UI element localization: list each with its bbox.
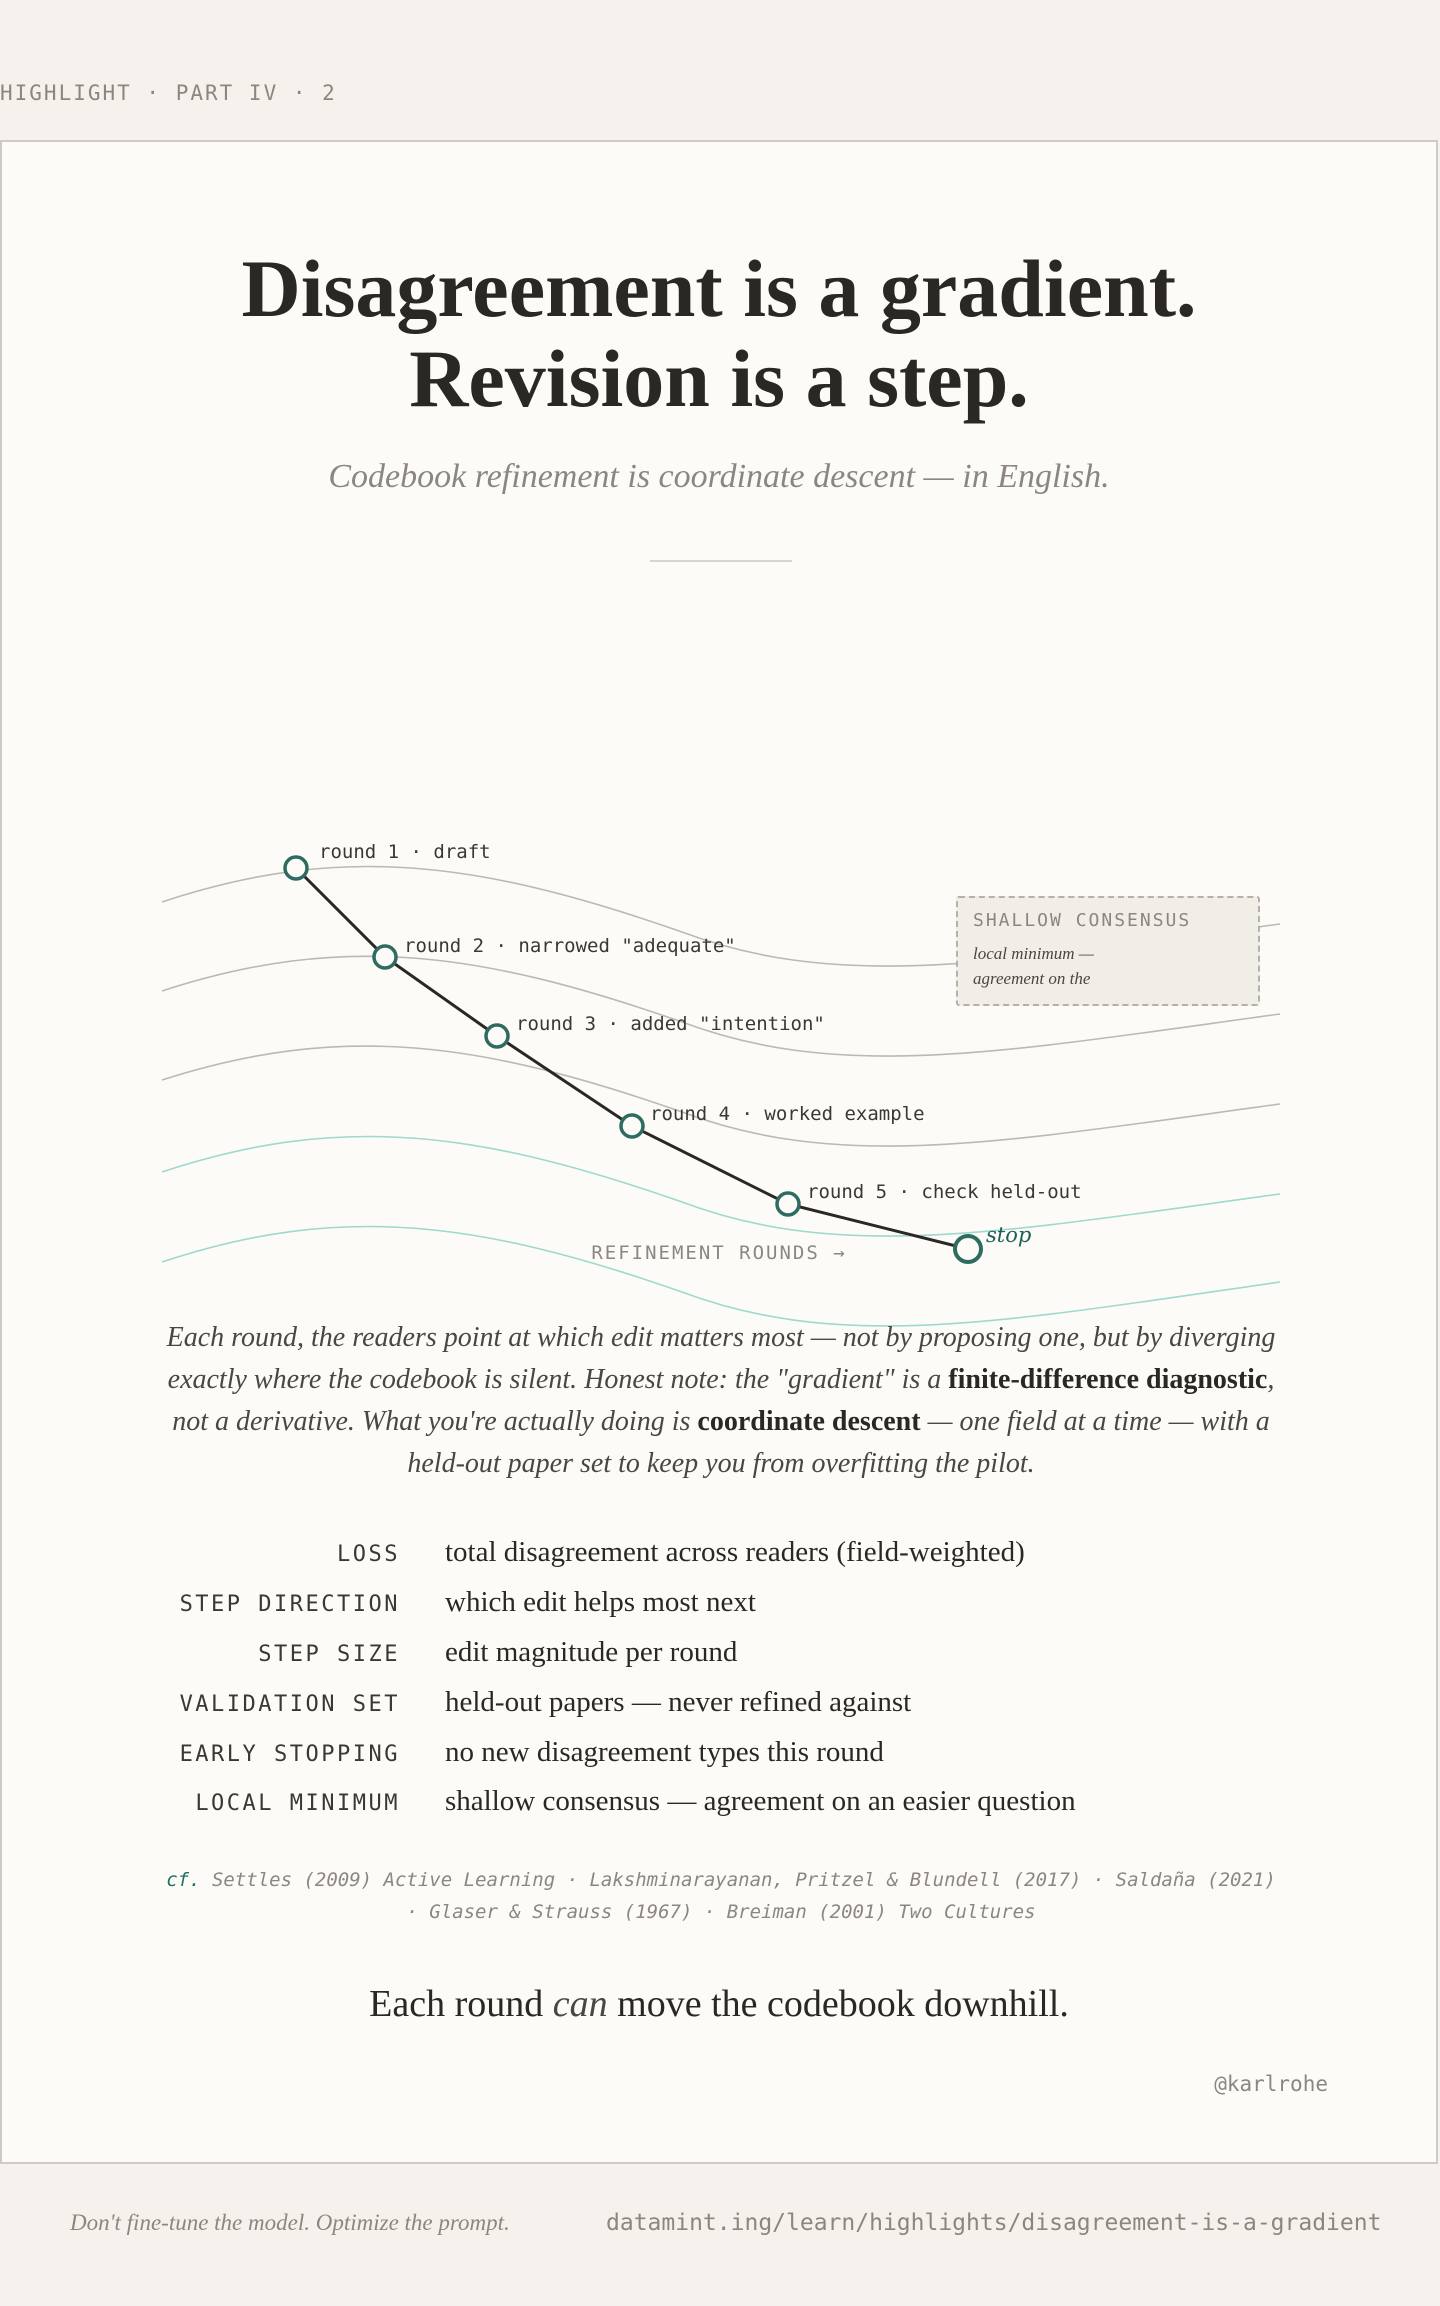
references-line-2: · Glaser & Strauss (1967) · Breiman (2001) Two Cultures	[406, 1901, 1036, 1923]
subtitle: Codebook refinement is coordinate descent — in English.	[328, 458, 1110, 495]
glossary-row	[2, 1732, 1440, 1772]
title-line-1: Disagreement is a gradient.	[241, 243, 1197, 334]
x-axis-label: REFINEMENT ROUNDS →	[591, 1242, 847, 1264]
para-part-3: — one field at a time — with a held-out paper set to keep you from overfitting the pilot.	[407, 1406, 1270, 1479]
cf-marker: cf.	[166, 1869, 201, 1891]
page-title	[2, 244, 1436, 424]
round-node-1	[285, 857, 307, 879]
para-part-1: Each round, the readers point at which edit matters most — not by proposing one, but by diverging exactly where the codebook is silent. Honest note: the "gradient" is a	[166, 1322, 1276, 1395]
stop-label: stop	[986, 1223, 1032, 1247]
references	[102, 1864, 1340, 1928]
round-label-4: round 4 · worked example	[650, 1103, 925, 1125]
glossary-row	[2, 1532, 1440, 1572]
round-node-4	[621, 1115, 643, 1137]
shallow-consensus-callout	[956, 896, 1260, 1006]
closing-statement	[2, 1982, 1436, 2026]
para-bold-1: finite-difference diagnostic	[948, 1364, 1268, 1395]
footer-url-link[interactable]: datamint.ing/learn/highlights/disagreement-is-a-gradient	[606, 2210, 1382, 2236]
para-part-2: , not a derivative. What you're actually doing is	[172, 1364, 1275, 1437]
closing-part-1: Each round	[369, 1983, 553, 2025]
para-bold-2: coordinate descent	[697, 1406, 921, 1437]
round-label-5: round 5 · check held-out	[807, 1181, 1082, 1203]
round-label-2: round 2 · narrowed "adequate"	[404, 935, 736, 957]
author-handle: @karlrohe	[1214, 2072, 1328, 2096]
glossary-row	[2, 1781, 1440, 1821]
glossary-row	[2, 1582, 1440, 1622]
glossary-definition: which edit helps most next	[445, 1586, 756, 1618]
glossary-definition: held-out papers — never refined against	[445, 1686, 912, 1718]
round-node-2	[374, 946, 396, 968]
callout-title: SHALLOW CONSENSUS	[973, 910, 1192, 931]
glossary-row	[2, 1632, 1440, 1672]
closing-emphasis: can	[552, 1983, 608, 2025]
title-line-2: Revision is a step.	[409, 333, 1029, 424]
callout-line-2: agreement on the	[973, 969, 1091, 988]
round-node-3	[486, 1025, 508, 1047]
glossary-term: STEP DIRECTION	[179, 1592, 400, 1617]
glossary-definition: edit magnitude per round	[445, 1636, 738, 1668]
round-label-1: round 1 · draft	[319, 841, 491, 863]
round-node-5	[777, 1193, 799, 1215]
glossary-term: VALIDATION SET	[179, 1692, 400, 1717]
glossary-definition: total disagreement across readers (field-weighted)	[445, 1536, 1025, 1568]
contour-line-3	[162, 1046, 1280, 1146]
glossary-term: STEP SIZE	[258, 1642, 400, 1667]
contour-line-4	[162, 1136, 1280, 1236]
glossary-definition: no new disagreement types this round	[445, 1736, 884, 1768]
divider	[650, 560, 792, 562]
footer-tagline: Don't fine-tune the model. Optimize the prompt.	[70, 2210, 510, 2235]
kicker: HIGHLIGHT · PART IV · 2	[0, 81, 337, 105]
callout-body	[973, 941, 1243, 991]
references-line-1: Settles (2009) Active Learning · Lakshminarayanan, Pritzel & Blundell (2017) · Saldaña (2021)	[200, 1869, 1276, 1891]
glossary-term: LOSS	[337, 1542, 400, 1567]
glossary-term: EARLY STOPPING	[179, 1742, 400, 1767]
callout-line-1: local minimum —	[973, 944, 1094, 963]
explanation-paragraph	[152, 1317, 1290, 1485]
round-label-3: round 3 · added "intention"	[516, 1013, 825, 1035]
closing-part-2: move the codebook downhill.	[607, 1983, 1069, 2025]
glossary-term: LOCAL MINIMUM	[195, 1791, 400, 1816]
highlight-card	[0, 140, 1438, 2164]
glossary-definition: shallow consensus — agreement on an easier question	[445, 1785, 1076, 1817]
glossary-row	[2, 1682, 1440, 1722]
